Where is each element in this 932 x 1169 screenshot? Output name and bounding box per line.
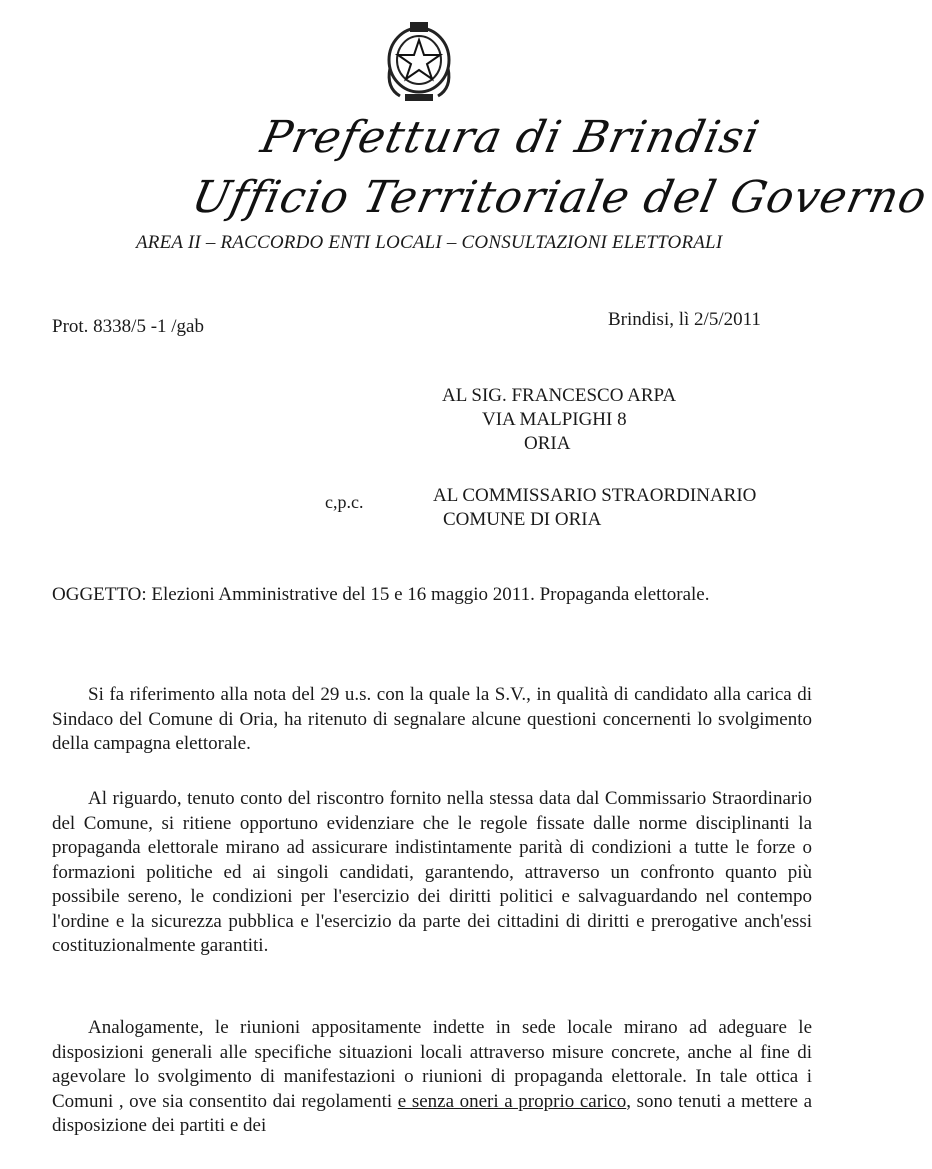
cc-label: c,p.c. xyxy=(325,492,364,512)
protocol-number: Prot. 8338/5 -1 /gab xyxy=(52,316,204,337)
recipient-line: ORIA xyxy=(524,433,571,454)
recipient-line: AL SIG. FRANCESCO ARPA xyxy=(442,385,677,406)
area-heading: AREA II – RACCORDO ENTI LOCALI – CONSULTAZIONI ELETTORALI xyxy=(136,232,723,253)
place-date: Brindisi, lì 2/5/2011 xyxy=(608,309,761,330)
cc-line: AL COMMISSARIO STRAORDINARIO xyxy=(433,485,757,506)
subject-line: OGGETTO: Elezioni Amministrative del 15 e 16 maggio 2011. Propaganda elettorale. xyxy=(52,584,710,605)
cc-line: COMUNE DI ORIA xyxy=(443,509,602,530)
recipient-line: VIA MALPIGHI 8 xyxy=(482,409,627,430)
body-paragraph xyxy=(52,1016,812,1139)
cc-address xyxy=(433,484,756,532)
underlined-text: e senza oneri a proprio carico xyxy=(397,1090,627,1112)
italian-republic-emblem-icon xyxy=(380,18,458,104)
paragraph-text: Analogamente, le riunioni appositamente indette in sede locale mirano ad adeguare le disposizioni generali alle specifiche situazioni locali attraverso misure concrete, anche al fine di agevolare lo svolgimento di manifestazioni o riunioni di propaganda elettorale. In tale ottica i Comuni , ove sia consentito dai regolamenti xyxy=(52,1017,812,1112)
prefecture-name: Prefettura di Brindisi xyxy=(256,112,765,163)
office-name: Ufficio Territoriale del Governo xyxy=(187,172,932,223)
recipient-address xyxy=(442,384,676,456)
body-paragraph: Si fa riferimento alla nota del 29 u.s. con la quale la S.V., in qualità di candidato alla carica di Sindaco del Comune di Oria, ha ritenuto di segnalare alcune questioni concernenti lo svolgimento della campagna elettorale. xyxy=(52,684,812,754)
body-paragraph: Al riguardo, tenuto conto del riscontro fornito nella stessa data dal Commissario Straordinario del Comune, si ritiene opportuno evidenziare che le regole fissate dalle norme disciplinanti la propaganda elettorale mirano ad assicurare indistintamente parità di condizioni a tutte le forze o formazioni politiche ed ai singoli candidati, garantendo, attraverso un confronto quanto più possibile sereno, le condizioni per l'esercizio dei diritti politici e salvaguardando nel contempo l'ordine e la sicurezza pubblica e l'esercizio da parte dei cittadini di diritti e prerogative anch'essi costituzionalmente garantiti. xyxy=(52,788,812,956)
paragraph-text: , sono tenuti a mettere a disposizione dei partiti e dei xyxy=(52,1090,813,1136)
